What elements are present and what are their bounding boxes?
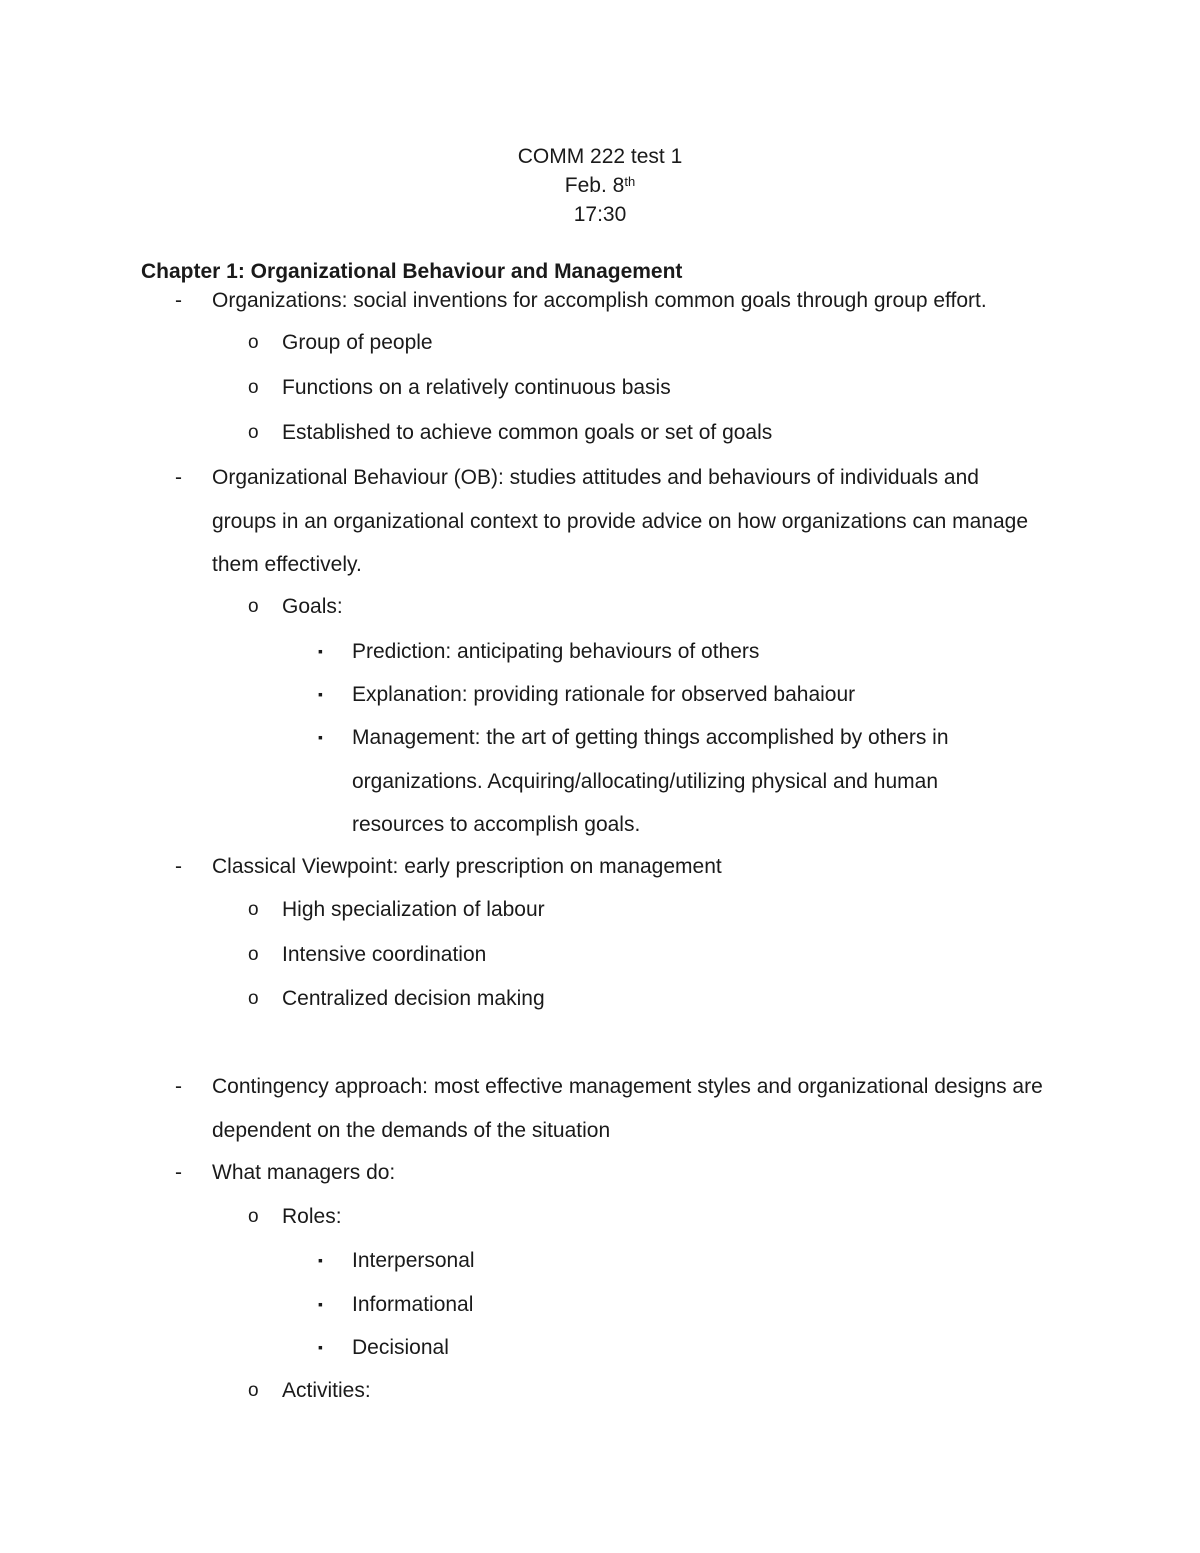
- list-item: [318, 1326, 1052, 1370]
- list-item: [175, 456, 1072, 587]
- item-text: Centralized decision making: [282, 987, 545, 1010]
- list-item: [248, 366, 1072, 410]
- list-item: [175, 845, 1072, 889]
- circle-bullet: o: [248, 988, 259, 1009]
- item-text: organizations. Acquiring/allocating/utilizing physical and human: [352, 769, 939, 793]
- square-bullet: ▪: [318, 729, 323, 745]
- item-text: Intensive coordination: [282, 943, 487, 966]
- item-text: them effectively.: [212, 553, 362, 576]
- list-item: [248, 888, 1072, 932]
- circle-bullet: o: [248, 899, 259, 920]
- list-item: [248, 585, 1072, 629]
- item-text: What managers do:: [212, 1161, 396, 1184]
- item-text: Roles:: [282, 1205, 342, 1228]
- list-item: [318, 1283, 1052, 1327]
- list-item: [175, 1151, 1072, 1195]
- test-date-suffix: th: [624, 174, 636, 189]
- circle-bullet: o: [248, 596, 259, 617]
- list-item: [248, 933, 1072, 977]
- circle-bullet: o: [248, 1380, 259, 1401]
- item-text: dependent on the demands of the situation: [212, 1118, 611, 1142]
- item-text: Organizational Behaviour (OB): studies attitudes and behaviours of individuals and: [212, 466, 979, 489]
- circle-bullet: o: [248, 1206, 259, 1227]
- list-item: [318, 716, 1052, 847]
- dash-bullet: -: [175, 466, 182, 489]
- dash-bullet: -: [175, 855, 182, 878]
- test-date-main: Feb. 8: [564, 174, 625, 197]
- item-text: Classical Viewpoint: early prescription on management: [212, 855, 722, 878]
- list-item: [318, 673, 1052, 717]
- chapter-heading: Chapter 1: Organizational Behaviour and Management: [141, 260, 683, 283]
- list-item: [248, 977, 1072, 1021]
- list-item: [248, 321, 1072, 365]
- item-text: Contingency approach: most effective management styles and organizational designs are: [212, 1075, 1043, 1098]
- circle-bullet: o: [248, 944, 259, 965]
- item-text: Goals:: [282, 595, 343, 618]
- item-text: Explanation: providing rationale for observed bahaiour: [352, 683, 856, 706]
- square-bullet: ▪: [318, 643, 323, 659]
- item-text: Interpersonal: [352, 1249, 475, 1272]
- item-text: Functions on a relatively continuous basis: [282, 376, 671, 399]
- list-item: [248, 1369, 1072, 1413]
- item-text: Established to achieve common goals or set of goals: [282, 421, 773, 444]
- course-title: COMM 222 test 1: [517, 145, 683, 168]
- square-bullet: ▪: [318, 1296, 323, 1312]
- item-text: Management: the art of getting things accomplished by others in: [352, 726, 949, 749]
- circle-bullet: o: [248, 332, 259, 353]
- list-item: [248, 411, 1072, 455]
- list-item: [175, 279, 1072, 323]
- circle-bullet: o: [248, 377, 259, 398]
- dash-bullet: -: [175, 1161, 182, 1184]
- item-text: Decisional: [352, 1336, 449, 1359]
- item-text: resources to accomplish goals.: [352, 813, 641, 836]
- list-item: [318, 1239, 1052, 1283]
- circle-bullet: o: [248, 422, 259, 443]
- item-text: Activities:: [282, 1379, 371, 1402]
- list-item: [248, 1195, 1072, 1239]
- list-item: [175, 1065, 1072, 1152]
- item-text: groups in an organizational context to provide advice on how organizations can manage: [212, 509, 1029, 533]
- item-text: Prediction: anticipating behaviours of others: [352, 640, 760, 663]
- dash-bullet: -: [175, 289, 182, 312]
- square-bullet: ▪: [318, 686, 323, 702]
- square-bullet: ▪: [318, 1252, 323, 1268]
- item-text: Organizations: social inventions for accomplish common goals through group effort.: [212, 289, 987, 312]
- item-text: Group of people: [282, 331, 433, 354]
- document-header: [0, 142, 1200, 229]
- item-text: Informational: [352, 1293, 474, 1316]
- item-text: High specialization of labour: [282, 898, 545, 921]
- test-time: 17:30: [573, 203, 627, 226]
- square-bullet: ▪: [318, 1339, 323, 1355]
- list-item: [318, 630, 1052, 674]
- test-date: [0, 171, 1200, 200]
- dash-bullet: -: [175, 1075, 182, 1098]
